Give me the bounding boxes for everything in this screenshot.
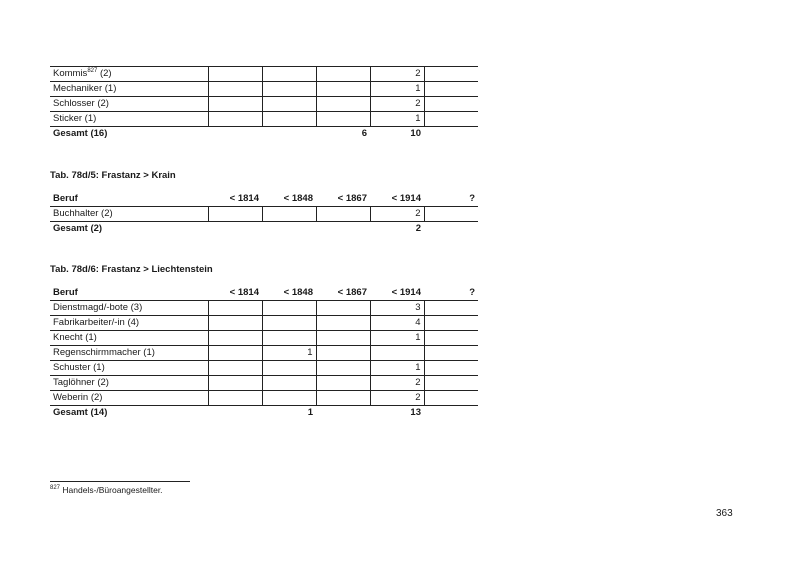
value-cell <box>262 97 316 112</box>
value-cell <box>316 361 370 376</box>
total-value: 13 <box>370 406 424 421</box>
value-cell <box>262 391 316 406</box>
value-cell <box>316 301 370 316</box>
value-cell: 2 <box>370 67 424 82</box>
total-value <box>208 222 262 237</box>
value-cell <box>262 361 316 376</box>
footnote-divider <box>50 481 190 482</box>
value-cell <box>316 331 370 346</box>
occupation-cell <box>50 67 208 82</box>
value-cell <box>424 361 478 376</box>
occupation-label: Kommis <box>53 68 88 79</box>
total-row <box>50 127 478 142</box>
value-cell <box>424 316 478 331</box>
total-label: Gesamt (16) <box>50 127 208 142</box>
value-cell <box>424 376 478 391</box>
value-cell <box>370 346 424 361</box>
value-cell: 2 <box>370 207 424 222</box>
total-value <box>262 222 316 237</box>
occupation-cell: Taglöhner (2) <box>50 376 208 391</box>
footnote-number: 827 <box>50 485 61 491</box>
value-cell: 1 <box>370 82 424 97</box>
total-value <box>424 127 478 142</box>
occupation-cell: Buchhalter (2) <box>50 207 208 222</box>
value-cell <box>262 376 316 391</box>
table-continued <box>50 66 478 141</box>
value-cell <box>262 112 316 127</box>
table-row <box>50 346 478 361</box>
total-value <box>262 127 316 142</box>
value-cell <box>208 346 262 361</box>
value-cell <box>424 112 478 127</box>
table-row <box>50 391 478 406</box>
value-cell <box>424 207 478 222</box>
table-row <box>50 361 478 376</box>
total-value: 6 <box>316 127 370 142</box>
value-cell <box>316 67 370 82</box>
value-cell <box>208 82 262 97</box>
value-cell <box>316 346 370 361</box>
value-cell <box>424 346 478 361</box>
value-cell: 1 <box>370 331 424 346</box>
table-row <box>50 316 478 331</box>
occupation-cell: Knecht (1) <box>50 331 208 346</box>
table-caption: Tab. 78d/6: Frastanz > Liechtenstein <box>50 264 213 275</box>
value-cell: 2 <box>370 97 424 112</box>
total-row <box>50 222 478 237</box>
value-cell <box>208 301 262 316</box>
value-cell <box>208 67 262 82</box>
table-row <box>50 112 478 127</box>
total-label: Gesamt (2) <box>50 222 208 237</box>
column-header: < 1867 <box>316 286 370 301</box>
value-cell: 2 <box>370 376 424 391</box>
value-cell <box>316 316 370 331</box>
table-row <box>50 97 478 112</box>
value-cell <box>424 67 478 82</box>
value-cell <box>262 207 316 222</box>
column-header: < 1914 <box>370 192 424 207</box>
total-row <box>50 406 478 421</box>
column-header: < 1814 <box>208 192 262 207</box>
table-row <box>50 82 478 97</box>
value-cell <box>262 82 316 97</box>
total-value <box>316 406 370 421</box>
value-cell <box>424 301 478 316</box>
table-frastanz-liechtenstein <box>50 286 478 420</box>
occupation-cell: Fabrikarbeiter/-in (4) <box>50 316 208 331</box>
occupation-cell: Schuster (1) <box>50 361 208 376</box>
value-cell <box>316 82 370 97</box>
footnote <box>50 485 163 495</box>
value-cell <box>424 97 478 112</box>
column-header: ? <box>424 286 478 301</box>
table-frastanz-krain <box>50 192 478 236</box>
page-number: 363 <box>716 508 733 519</box>
occupation-cell: Dienstmagd/-bote (3) <box>50 301 208 316</box>
value-cell <box>208 376 262 391</box>
total-value: 10 <box>370 127 424 142</box>
value-cell <box>424 391 478 406</box>
value-cell <box>208 207 262 222</box>
value-cell: 1 <box>370 112 424 127</box>
value-cell <box>316 97 370 112</box>
value-cell <box>262 331 316 346</box>
column-header: < 1848 <box>262 192 316 207</box>
column-header: < 1814 <box>208 286 262 301</box>
total-value <box>424 406 478 421</box>
total-value <box>208 406 262 421</box>
value-cell <box>262 301 316 316</box>
footnote-ref: 827 <box>87 68 98 74</box>
value-cell <box>208 97 262 112</box>
value-cell <box>262 316 316 331</box>
total-value <box>208 127 262 142</box>
value-cell <box>208 112 262 127</box>
table-row <box>50 207 478 222</box>
value-cell <box>262 67 316 82</box>
occupation-cell: Weberin (2) <box>50 391 208 406</box>
table-caption: Tab. 78d/5: Frastanz > Krain <box>50 170 176 181</box>
occupation-cell: Regenschirmmacher (1) <box>50 346 208 361</box>
column-header: Beruf <box>50 192 208 207</box>
occupation-count: (2) <box>97 68 112 79</box>
value-cell <box>208 361 262 376</box>
column-header: ? <box>424 192 478 207</box>
occupation-cell: Sticker (1) <box>50 112 208 127</box>
value-cell <box>424 82 478 97</box>
column-header: < 1867 <box>316 192 370 207</box>
value-cell <box>208 316 262 331</box>
total-label: Gesamt (14) <box>50 406 208 421</box>
occupation-cell: Mechaniker (1) <box>50 82 208 97</box>
total-value <box>424 222 478 237</box>
value-cell: 1 <box>370 361 424 376</box>
value-cell <box>316 391 370 406</box>
table-row <box>50 301 478 316</box>
value-cell <box>208 331 262 346</box>
value-cell <box>424 331 478 346</box>
value-cell <box>316 112 370 127</box>
table-row <box>50 331 478 346</box>
column-header: Beruf <box>50 286 208 301</box>
table-row <box>50 376 478 391</box>
total-value: 1 <box>262 406 316 421</box>
table-row <box>50 67 478 82</box>
value-cell <box>208 391 262 406</box>
column-header: < 1914 <box>370 286 424 301</box>
value-cell <box>316 207 370 222</box>
value-cell: 4 <box>370 316 424 331</box>
column-header: < 1848 <box>262 286 316 301</box>
value-cell <box>316 376 370 391</box>
total-value: 2 <box>370 222 424 237</box>
value-cell: 3 <box>370 301 424 316</box>
value-cell: 1 <box>262 346 316 361</box>
footnote-text: Handels-/Büroangestellter. <box>60 485 163 495</box>
total-value <box>316 222 370 237</box>
occupation-cell: Schlosser (2) <box>50 97 208 112</box>
value-cell: 2 <box>370 391 424 406</box>
